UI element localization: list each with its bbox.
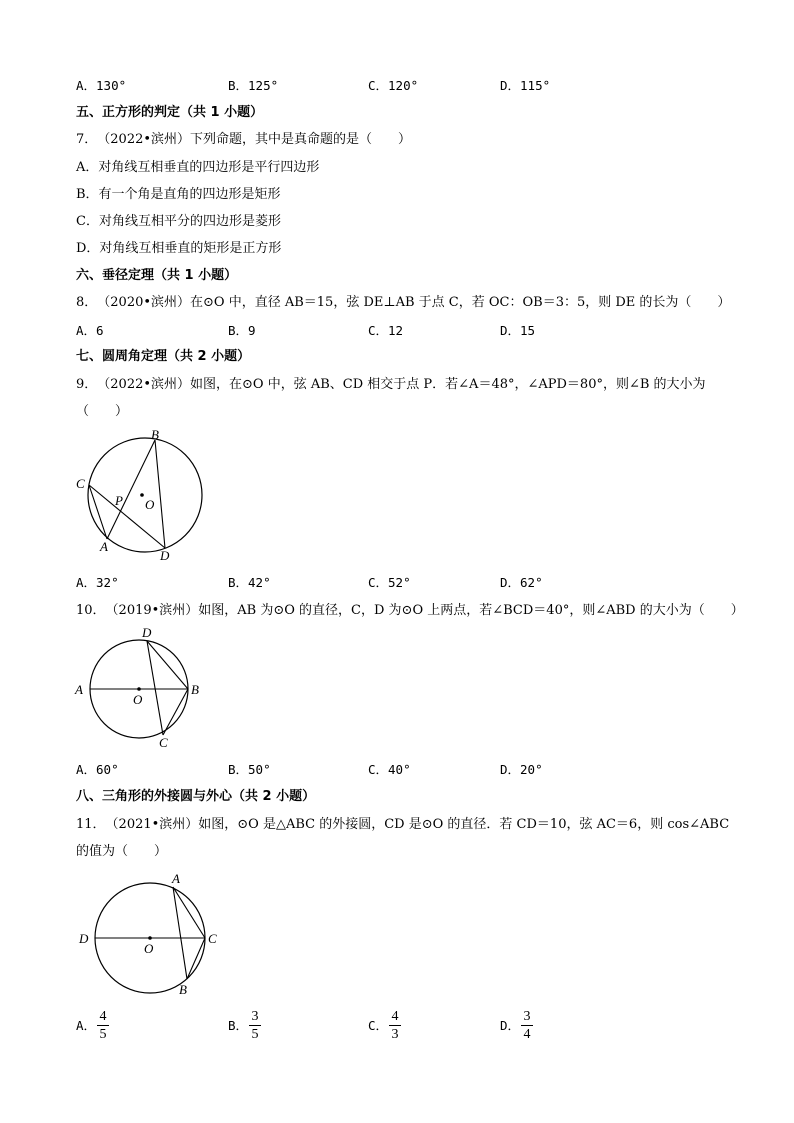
section-title-square: 五、正方形的判定（共 1 小题） (76, 105, 264, 120)
q7-option-c: C．对角线互相平分的四边形是菱形 (76, 214, 281, 229)
q9-label-a: A (100, 539, 108, 554)
q11-label-d: D (79, 931, 89, 946)
question-9-stem-cont: （ ） (76, 404, 129, 419)
q10-option-b: B．50° (228, 762, 271, 777)
q11-label-b: B (179, 982, 187, 997)
q11-label-a: A (172, 871, 180, 886)
q10-label-o: O (133, 692, 143, 707)
section-title-inscribed-angle: 七、圆周角定理（共 2 小题） (76, 349, 251, 364)
q11-option-b-fraction (249, 1009, 261, 1042)
q8-option-b: B．9 (228, 323, 256, 338)
q6-option-c: C．120° (368, 78, 419, 93)
q8-option-c: C．12 (368, 323, 404, 338)
question-9-stem: 9． （2022•滨州）如图，在⊙O 中，弦 AB、CD 相交于点 P．若∠A＝48°，∠APD＝80°，则∠B 的大小为 (76, 377, 706, 392)
q7-option-b: B．有一个角是直角的四边形是矩形 (76, 187, 281, 202)
q11-option-c-letter: C． (368, 1018, 389, 1033)
q11-option-c-denominator: 3 (391, 1027, 399, 1042)
q11-option-d-numerator: 3 (523, 1009, 531, 1024)
q10-label-d: D (142, 625, 152, 640)
q7-option-a: A．对角线互相垂直的四边形是平行四边形 (76, 160, 320, 175)
q11-option-b-numerator: 3 (251, 1009, 259, 1024)
q11-option-c-numerator: 4 (391, 1009, 399, 1024)
q11-option-d-denominator: 4 (523, 1027, 531, 1042)
q11-option-c-fraction (389, 1009, 401, 1042)
section-title-circumcircle: 八、三角形的外接圆与外心（共 2 小题） (76, 789, 316, 804)
question-7-stem: 7． （2022•滨州）下列命题，其中是真命题的是（ ） (76, 132, 412, 147)
q11-option-b-letter: B． (228, 1018, 249, 1033)
question-11-stem: 11． （2021•滨州）如图，⊙O 是△ABC 的外接圆，CD 是⊙O 的直径．若 CD＝10，弦 AC＝6，则 cos∠ABC (76, 817, 730, 832)
section-title-perpendicular-diameter: 六、垂径定理（共 1 小题） (76, 268, 238, 283)
q6-option-a: A．130° (76, 78, 127, 93)
q11-option-b-denominator: 5 (251, 1027, 259, 1042)
question-8-stem: 8． （2020•滨州）在⊙O 中，直径 AB＝15，弦 DE⊥AB 于点 C，若 OC：OB＝3：5，则 DE 的长为（ ） (76, 295, 731, 310)
q11-option-a-letter: A． (76, 1018, 97, 1033)
q10-label-b: B (191, 682, 199, 697)
q11-label-o: O (144, 941, 154, 956)
q10-option-d: D．20° (500, 762, 543, 777)
q9-option-a: A．32° (76, 575, 119, 590)
q8-option-d: D．15 (500, 323, 536, 338)
q9-label-c: C (76, 476, 85, 491)
q8-option-a: A．6 (76, 323, 104, 338)
q11-option-a-numerator: 4 (99, 1009, 107, 1024)
q11-label-c: C (208, 931, 217, 946)
q9-option-c: C．52° (368, 575, 411, 590)
question-11-stem-cont: 的值为（ ） (76, 844, 168, 859)
q11-circle-figure (70, 865, 230, 1000)
q10-label-c: C (159, 735, 168, 750)
q10-label-a: A (75, 682, 83, 697)
q9-option-d: D．62° (500, 575, 543, 590)
q9-label-o: O (145, 497, 155, 512)
q9-label-d: D (160, 548, 170, 563)
q9-option-b: B．42° (228, 575, 271, 590)
question-10-stem: 10． （2019•滨州）如图，AB 为⊙O 的直径，C，D 为⊙O 上两点，若∠BCD＝40°，则∠ABD 的大小为（ ） (76, 603, 744, 618)
q9-circle-figure (70, 425, 220, 570)
q9-label-p: P (115, 493, 123, 508)
q6-option-b: B．125° (228, 78, 279, 93)
q6-option-d: D．115° (500, 78, 551, 93)
q10-circle-figure (70, 622, 220, 752)
q11-option-a-denominator: 5 (99, 1027, 107, 1042)
q11-option-d-fraction (521, 1009, 533, 1042)
q10-option-a: A．60° (76, 762, 119, 777)
q11-option-a-fraction (97, 1009, 109, 1042)
q11-option-d-letter: D． (500, 1018, 521, 1033)
q7-option-d: D．对角线互相垂直的矩形是正方形 (76, 241, 282, 256)
q9-label-b: B (151, 427, 159, 442)
q10-option-c: C．40° (368, 762, 411, 777)
